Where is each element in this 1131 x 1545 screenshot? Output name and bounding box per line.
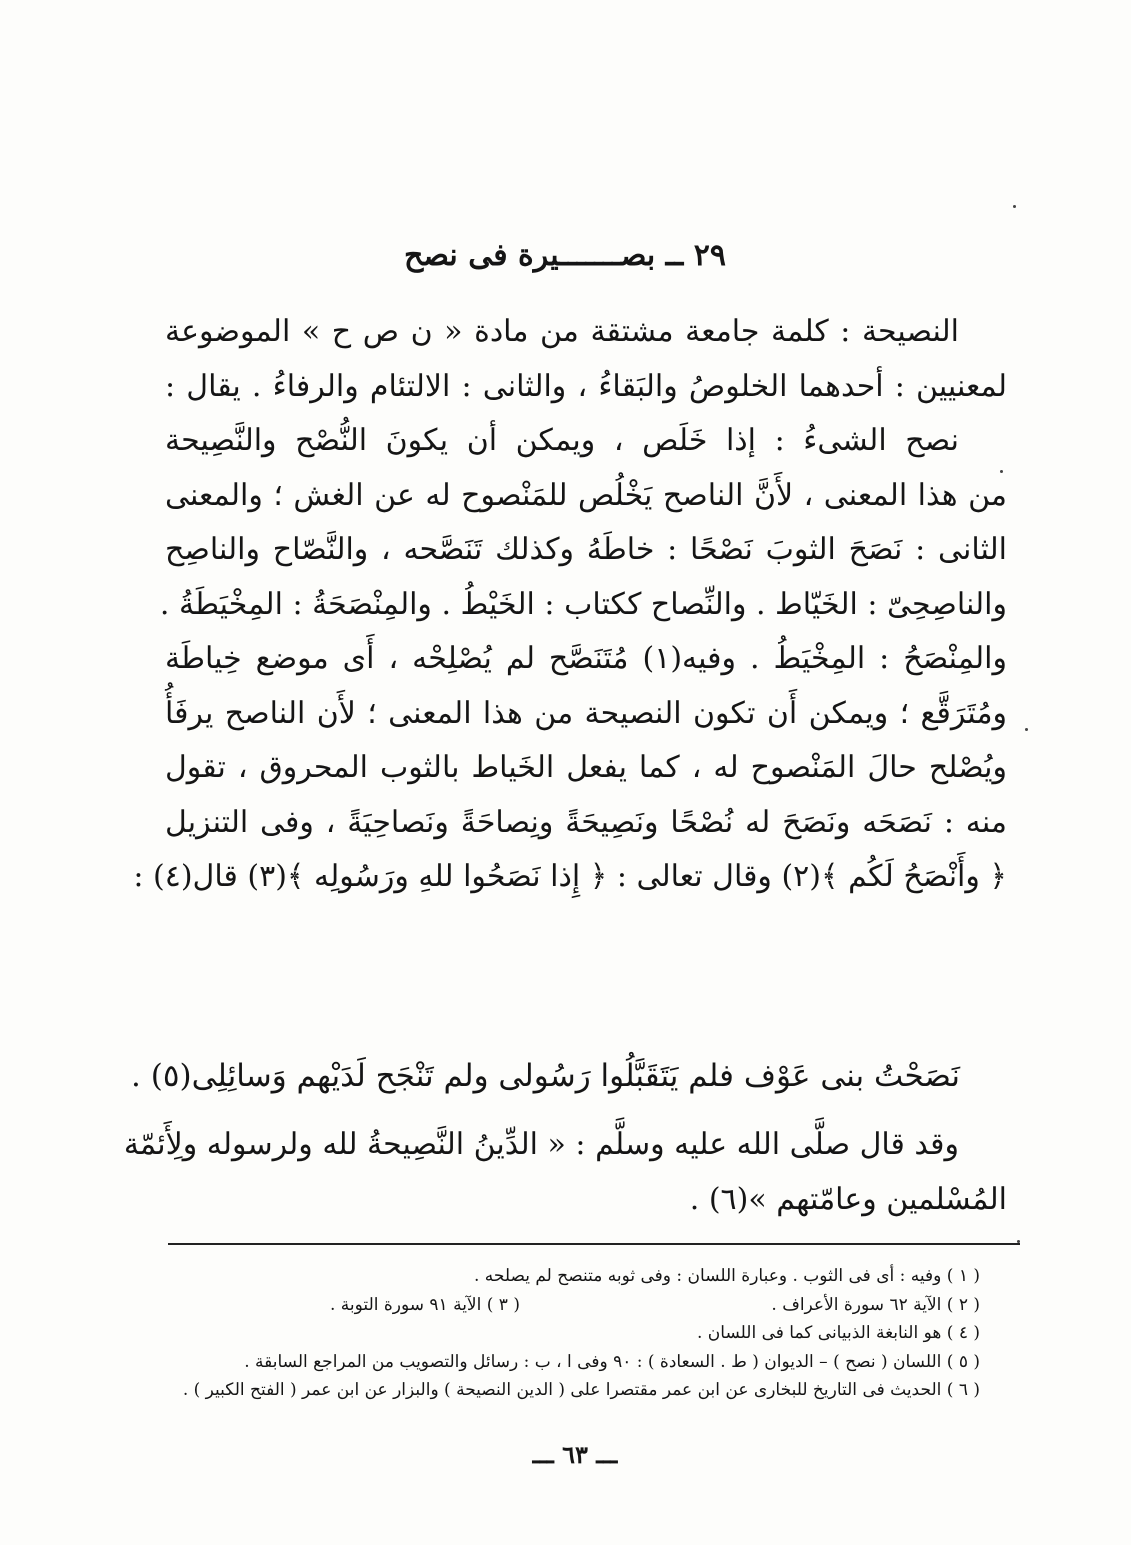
page-number: ـــ ٦٣ ـــ [532, 1440, 618, 1469]
paragraph-line: والناصِحِىّ : الخَيّاط . والنِّصاح ككتاب : الخَيْطُ . والمِنْصَحَةُ : المِخْيَطَةُ . [159, 586, 1007, 622]
paragraph-line: وقد قال صلَّى الله عليه وسلَّم : « الدِّينُ النَّصِيحةُ لله ولرسوله ولِأَئمّة [123, 1127, 959, 1162]
hadith-paragraph [123, 1118, 1007, 1227]
paragraph-line: والمِنْصَحُ : المِخْيَطُ . وفيه(١) مُتَنَصَّح لم يُصْلِحْه ، أَى موضع خِياطَة [165, 641, 1007, 676]
paragraph-line: ومُتَرَقَّع ؛ ويمكن أَن تكون النصيحة من هذا المعنى ؛ لأَن الناصح يرفَأُ [165, 695, 1007, 731]
scan-speck [1025, 728, 1028, 731]
footnote-4: ( ٤ ) هو النابغة الذبيانى كما فى اللسان . [697, 1323, 980, 1343]
paragraph-line: من هذا المعنى ، لأَنَّ الناصح يَخْلُص للمَنْصوح له عن الغش ؛ والمعنى [165, 477, 1007, 513]
paragraph-line: لمعنيين : أحدهما الخلوصُ والبَقاءُ ، والثانى : الالتئام والرفاءُ . يقال : [165, 368, 1007, 404]
footnote-6: ( ٦ ) الحديث فى التاريخ للبخارى عن ابن عمر مقتصرا على ( الدين النصيحة ) والبزار عن ابن عمر ( الفتح الكبير ) . [182, 1380, 980, 1400]
footnote-1: ( ١ ) وفيه : أى فى الثوب . وعبارة اللسان : وفى ثوبه متنصح لم يصلحه . [473, 1266, 980, 1286]
scan-speck [1000, 470, 1003, 473]
footnote-divider [168, 1243, 1020, 1245]
footnote-3: ( ٣ ) الآية ٩١ سورة التوبة . [330, 1294, 520, 1315]
poetry-verse: نَصَحْتُ بنى عَوْف فلم يَتَقَبَّلُوا رَسُولى ولم تَنْجَح لَدَيْهم وَسائِلِى(٥) . [131, 1058, 960, 1094]
footnote-row [180, 1291, 980, 1320]
footnotes [180, 1262, 980, 1405]
scan-speck [1017, 1240, 1020, 1243]
paragraph-line: منه : نَصَحَه ونَصَحَ له نُصْحًا ونَصِيحَةً ونِصاحَةً ونَصاحِيَةً ، وفى التنزيل [165, 804, 1007, 840]
paragraph-line: نصح الشىءُ : إذا خَلَص ، ويمكن أن يكونَ النُّصْح والنَّصِيحة [165, 423, 959, 458]
paragraph-line: الثانى : نَصَحَ الثوبَ نَصْحًا : خاطَهُ وكذلك تَنَصَّحه ، والنَّصّاح والناصِح [165, 532, 1007, 567]
main-paragraph [133, 305, 1007, 905]
paragraph-line: النصيحة : كلمة جامعة مشتقة من مادة « ن ص ح » الموضوعة [165, 314, 959, 349]
paragraph-line: المُسْلمين وعامّتهم »(٦) . [689, 1181, 1007, 1217]
footnote-2: ( ٢ ) الآية ٦٢ سورة الأعراف . [771, 1294, 980, 1315]
paragraph-line: ﴿ وأَنْصَحُ لَكُم ﴾(٢) وقال تعالى : ﴿ إِذا نَصَحُوا للهِ ورَسُولِه ﴾(٣) قال(٤) : [133, 859, 1007, 894]
paragraph-line: ويُصْلح حالَ المَنْصوح له ، كما يفعل الخَياط بالثوب المحروق ، تقول [165, 750, 1007, 785]
scan-speck [1013, 205, 1016, 208]
footnote-5: ( ٥ ) اللسان ( نصح ) – الديوان ( ط . السعادة ) : ٩٠ وفى ا ، ب : رسائل والتصويب من المراجع السابقة . [244, 1351, 980, 1372]
page-title: ٢٩ ــ بصـــــــيرة فى نصح [404, 238, 726, 273]
